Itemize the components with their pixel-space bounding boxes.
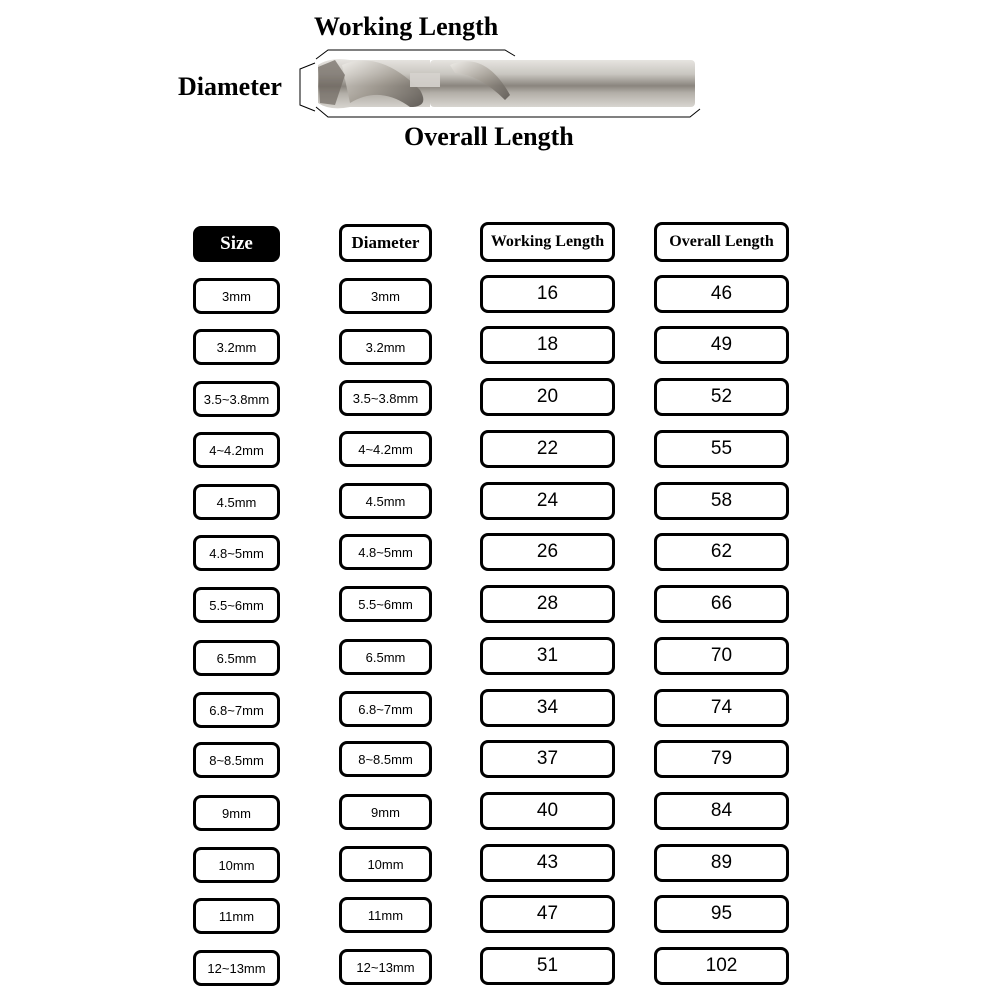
cell-size: 3.5~3.8mm <box>193 381 280 417</box>
cell-diameter: 4.5mm <box>339 483 432 519</box>
cell-size: 6.8~7mm <box>193 692 280 728</box>
cell-overall-length: 58 <box>654 482 789 520</box>
cell-working-length: 34 <box>480 689 615 727</box>
cell-size: 8~8.5mm <box>193 742 280 778</box>
cell-diameter: 3.2mm <box>339 329 432 365</box>
cell-working-length: 43 <box>480 844 615 882</box>
cell-overall-length: 49 <box>654 326 789 364</box>
cell-size: 11mm <box>193 898 280 934</box>
cell-working-length: 24 <box>480 482 615 520</box>
cell-size: 3.2mm <box>193 329 280 365</box>
cell-size: 12~13mm <box>193 950 280 986</box>
cell-diameter: 9mm <box>339 794 432 830</box>
cell-size: 4.8~5mm <box>193 535 280 571</box>
cell-overall-length: 79 <box>654 740 789 778</box>
cell-working-length: 16 <box>480 275 615 313</box>
cell-overall-length: 74 <box>654 689 789 727</box>
cell-working-length: 40 <box>480 792 615 830</box>
cell-diameter: 4~4.2mm <box>339 431 432 467</box>
cell-diameter: 8~8.5mm <box>339 741 432 777</box>
cell-diameter: 10mm <box>339 846 432 882</box>
cell-overall-length: 62 <box>654 533 789 571</box>
cell-diameter: 5.5~6mm <box>339 586 432 622</box>
cell-diameter: 3mm <box>339 278 432 314</box>
cell-size: 4~4.2mm <box>193 432 280 468</box>
cell-diameter: 6.5mm <box>339 639 432 675</box>
header-working-length: Working Length <box>480 222 615 262</box>
cell-overall-length: 70 <box>654 637 789 675</box>
cell-working-length: 22 <box>480 430 615 468</box>
cell-diameter: 11mm <box>339 897 432 933</box>
cell-diameter: 6.8~7mm <box>339 691 432 727</box>
cell-working-length: 28 <box>480 585 615 623</box>
cell-working-length: 47 <box>480 895 615 933</box>
cell-size: 9mm <box>193 795 280 831</box>
cell-diameter: 3.5~3.8mm <box>339 380 432 416</box>
cell-working-length: 31 <box>480 637 615 675</box>
cell-diameter: 4.8~5mm <box>339 534 432 570</box>
cell-working-length: 20 <box>480 378 615 416</box>
cell-working-length: 18 <box>480 326 615 364</box>
working-length-label: Working Length <box>314 12 499 41</box>
cell-size: 6.5mm <box>193 640 280 676</box>
cell-overall-length: 55 <box>654 430 789 468</box>
cell-working-length: 37 <box>480 740 615 778</box>
cell-overall-length: 84 <box>654 792 789 830</box>
cell-overall-length: 89 <box>654 844 789 882</box>
cell-diameter: 12~13mm <box>339 949 432 985</box>
cell-size: 5.5~6mm <box>193 587 280 623</box>
cell-working-length: 51 <box>480 947 615 985</box>
cell-overall-length: 52 <box>654 378 789 416</box>
cell-overall-length: 66 <box>654 585 789 623</box>
cell-overall-length: 46 <box>654 275 789 313</box>
cell-size: 4.5mm <box>193 484 280 520</box>
header-diameter: Diameter <box>339 224 432 262</box>
diameter-label: Diameter <box>178 72 282 101</box>
header-size: Size <box>193 226 280 262</box>
header-overall-length: Overall Length <box>654 222 789 262</box>
cell-overall-length: 102 <box>654 947 789 985</box>
cell-working-length: 26 <box>480 533 615 571</box>
overall-length-label: Overall Length <box>404 122 574 151</box>
cell-size: 10mm <box>193 847 280 883</box>
cell-size: 3mm <box>193 278 280 314</box>
cell-overall-length: 95 <box>654 895 789 933</box>
